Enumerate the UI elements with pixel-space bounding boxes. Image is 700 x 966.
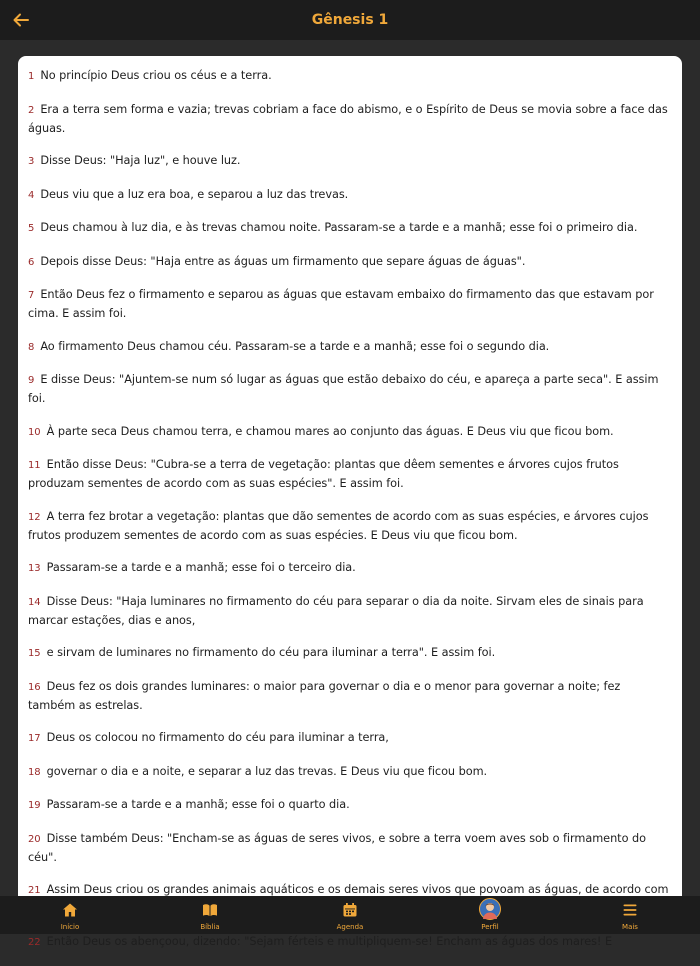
verse-text: Então disse Deus: "Cubra-se a terra de vegetação: plantas que dêem sementes e árvores cujos frutos produzam sementes de acordo com as suas espécies". E assim foi. bbox=[28, 458, 619, 490]
verse-text: Deus os colocou no firmamento do céu para iluminar a terra, bbox=[46, 731, 389, 744]
verse-6[interactable] bbox=[28, 253, 670, 272]
tab-label: Mais bbox=[622, 923, 638, 931]
verse-text: Deus chamou à luz dia, e às trevas chamou noite. Passaram-se a tarde e a manhã; esse foi o primeiro dia. bbox=[40, 221, 638, 234]
verse-number: 17 bbox=[28, 733, 41, 744]
home-icon bbox=[62, 902, 78, 918]
verse-number: 3 bbox=[28, 156, 35, 167]
tab-perfil[interactable] bbox=[450, 896, 530, 931]
book-icon bbox=[202, 902, 218, 918]
verse-13[interactable] bbox=[28, 559, 670, 578]
verse-text: Disse Deus: "Haja luz", e houve luz. bbox=[40, 154, 241, 167]
verse-text: governar o dia e a noite, e separar a luz das trevas. E Deus viu que ficou bom. bbox=[46, 764, 488, 778]
verse-8[interactable] bbox=[28, 338, 670, 357]
verse-14[interactable] bbox=[28, 593, 670, 630]
verse-number: 14 bbox=[28, 596, 41, 608]
verse-text: Ao firmamento Deus chamou céu. Passaram-se a tarde e a manhã; esse foi o segundo dia. bbox=[40, 339, 550, 353]
verse-11[interactable] bbox=[28, 456, 670, 493]
verse-number: 19 bbox=[28, 800, 41, 811]
verse-list bbox=[28, 67, 670, 966]
tab-mais[interactable] bbox=[590, 896, 670, 931]
verse-text: Disse também Deus: "Encham-se as águas de seres vivos, e sobre a terra voem aves sob o firmamento do céu". bbox=[28, 831, 646, 864]
verse-1[interactable] bbox=[28, 67, 670, 86]
arrow-left-icon bbox=[13, 13, 29, 27]
verse-text: No princípio Deus criou os céus e a terra. bbox=[40, 69, 272, 82]
verse-text: Então Deus fez o firmamento e separou as águas que estavam embaixo do firmamento das que estavam por cima. E assim foi. bbox=[28, 288, 654, 320]
verse-9[interactable] bbox=[28, 371, 670, 408]
verse-19[interactable] bbox=[28, 796, 670, 815]
verse-number: 21 bbox=[28, 885, 41, 896]
verse-text: Passaram-se a tarde e a manhã; esse foi o quarto dia. bbox=[46, 798, 350, 811]
verse-16[interactable] bbox=[28, 678, 670, 715]
calendar-icon bbox=[342, 902, 358, 918]
verse-12[interactable] bbox=[28, 508, 670, 545]
verse-number: 9 bbox=[28, 375, 35, 386]
verse-number: 5 bbox=[28, 223, 35, 234]
tab-agenda[interactable] bbox=[310, 896, 390, 931]
verse-3[interactable] bbox=[28, 152, 670, 171]
verse-number: 6 bbox=[28, 256, 35, 268]
verse-number: 7 bbox=[28, 290, 35, 301]
verse-number: 20 bbox=[28, 833, 41, 845]
verse-text: Disse Deus: "Haja luminares no firmamento do céu para separar o dia da noite. Sirvam eles de sinais para marcar estações, dias e anos, bbox=[28, 594, 644, 627]
verse-18[interactable] bbox=[28, 763, 670, 782]
verse-text: Deus fez os dois grandes luminares: o maior para governar o dia e o menor para governar a noite; fez também as estrelas. bbox=[28, 679, 621, 712]
avatar-icon bbox=[479, 898, 501, 920]
verse-17[interactable] bbox=[28, 729, 670, 748]
bottom-tab-bar bbox=[0, 896, 700, 934]
page-title: Gênesis 1 bbox=[311, 12, 389, 28]
verse-number: 11 bbox=[28, 460, 41, 471]
verse-text: À parte seca Deus chamou terra, e chamou mares ao conjunto das águas. E Deus viu que ficou bom. bbox=[46, 424, 614, 438]
verse-number: 22 bbox=[28, 936, 41, 948]
verse-number: 10 bbox=[28, 426, 41, 438]
verse-text: e sirvam de luminares no firmamento do céu para iluminar a terra". E assim foi. bbox=[46, 646, 496, 659]
tab-label: Bíblia bbox=[200, 923, 220, 931]
tab-biblia[interactable] bbox=[170, 896, 250, 931]
verse-number: 13 bbox=[28, 563, 41, 574]
verse-5[interactable] bbox=[28, 219, 670, 238]
verse-text: Deus viu que a luz era boa, e separou a luz das trevas. bbox=[40, 187, 349, 201]
verse-number: 12 bbox=[28, 511, 41, 523]
top-bar bbox=[0, 0, 700, 40]
verse-number: 2 bbox=[28, 104, 35, 116]
verse-number: 4 bbox=[28, 189, 35, 201]
verse-text: Assim Deus criou os grandes animais aquáticos e os demais seres vivos que povoam as águas, de acordo com bbox=[46, 883, 669, 896]
tab-label: Perfil bbox=[481, 923, 499, 931]
menu-icon bbox=[623, 904, 637, 916]
tab-label: Início bbox=[60, 923, 80, 931]
verse-15[interactable] bbox=[28, 644, 670, 663]
verse-22[interactable] bbox=[28, 933, 670, 952]
verse-20[interactable] bbox=[28, 830, 670, 867]
verse-4[interactable] bbox=[28, 186, 670, 205]
verse-text: Passaram-se a tarde e a manhã; esse foi o terceiro dia. bbox=[46, 561, 356, 574]
verse-text: Era a terra sem forma e vazia; trevas cobriam a face do abismo, e o Espírito de Deus se movia sobre a face das águas. bbox=[28, 102, 668, 135]
tab-inicio[interactable] bbox=[30, 896, 110, 931]
verse-2[interactable] bbox=[28, 101, 670, 138]
verse-text: E disse Deus: "Ajuntem-se num só lugar as águas que estão debaixo do céu, e apareça a parte seca". E assim foi. bbox=[28, 373, 659, 405]
verse-number: 8 bbox=[28, 341, 35, 353]
tab-label: Agenda bbox=[336, 923, 364, 931]
verse-text: Então Deus os abençoou, dizendo: "Sejam férteis e multipliquem-se! Encham as águas dos mares! E bbox=[46, 934, 613, 948]
verse-7[interactable] bbox=[28, 286, 670, 323]
verse-number: 1 bbox=[28, 71, 35, 82]
verse-10[interactable] bbox=[28, 423, 670, 442]
verse-text: A terra fez brotar a vegetação: plantas que dão sementes de acordo com as suas espécies, e árvores cujos frutos produzem sementes de acordo com as suas espécies. E Deus viu que ficou bom. bbox=[28, 509, 649, 542]
verse-number: 18 bbox=[28, 766, 41, 778]
back-button[interactable] bbox=[9, 8, 33, 32]
verse-number: 15 bbox=[28, 648, 41, 659]
verse-text: Depois disse Deus: "Haja entre as águas um firmamento que separe águas de águas". bbox=[40, 254, 526, 268]
verse-number: 16 bbox=[28, 681, 41, 693]
